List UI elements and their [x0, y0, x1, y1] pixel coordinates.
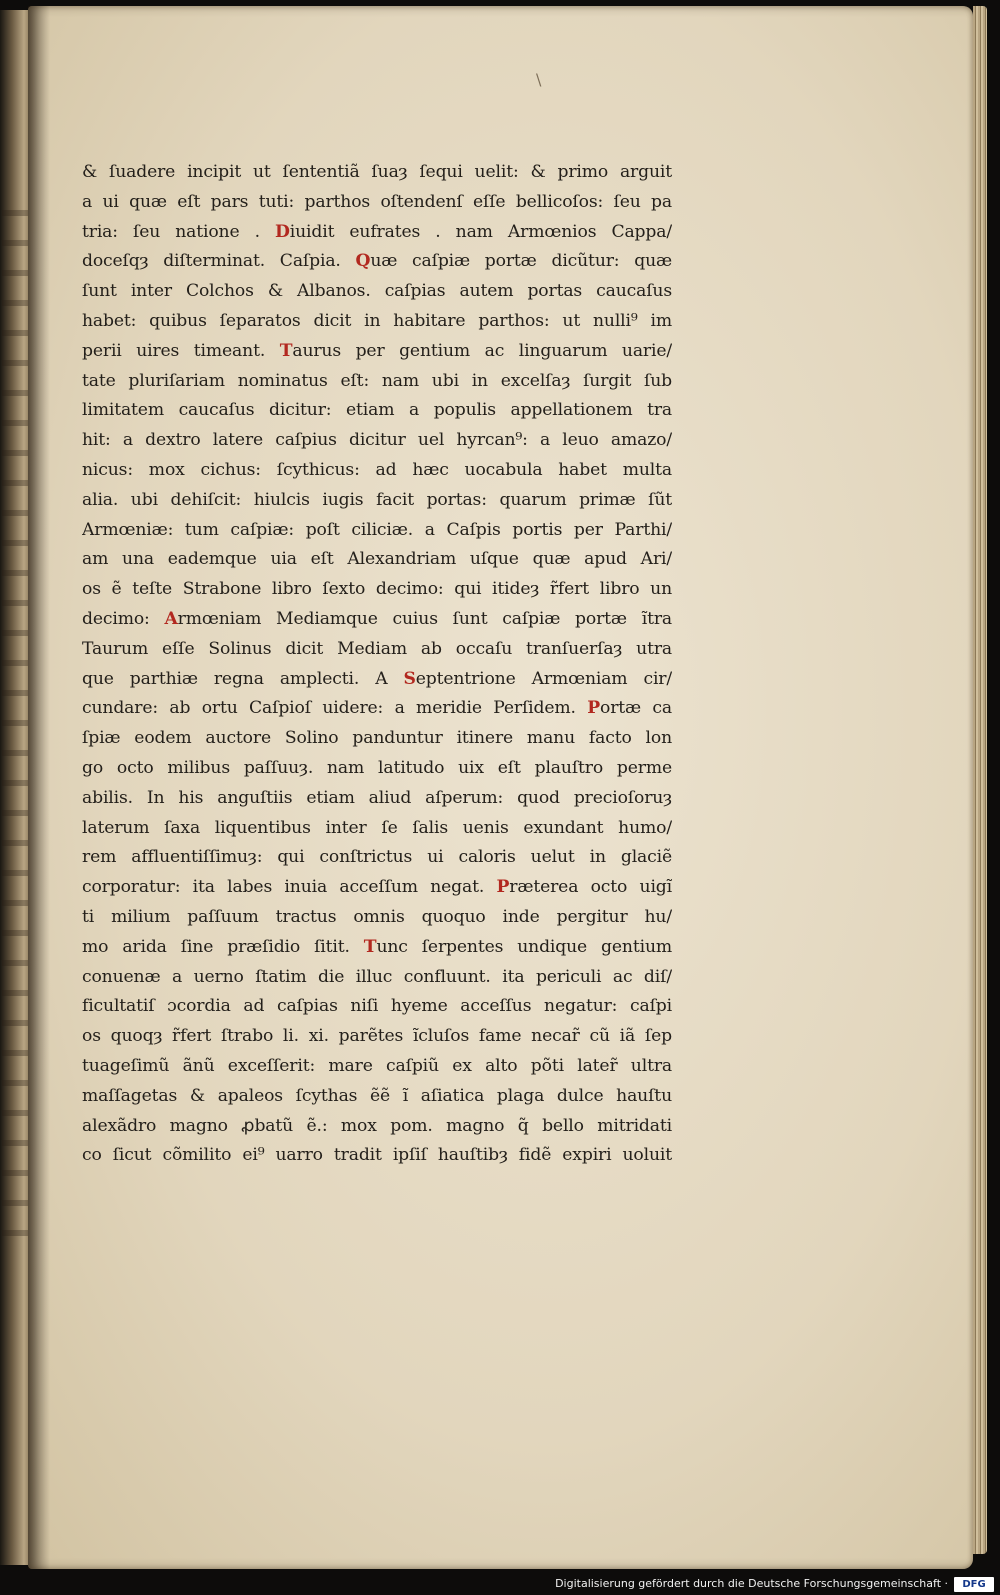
facing-page-edge — [0, 10, 30, 1565]
text-line: cundare: ab ortu Caſpioſ uidere: a meridie Perſidem. Portæ ca — [82, 698, 672, 719]
text-line: ſunt inter Colchos & Albanos. caſpias autem portas caucaſus — [82, 281, 672, 302]
text-line: nicus: mox cichus: ſcythicus: ad hæc uocabula habet multa — [82, 459, 672, 480]
text-line: a ui quæ eſt pars tuti: parthos oſtendenſ eſſe belliсoſos: ſeu pa — [82, 191, 672, 212]
text-line: alexãdro magno ꝓbatũ ẽ.: mox pom. magno q̃ bello mitridati — [82, 1115, 672, 1136]
text-line: perii uires timeant. Taurus per gentium ac linguarum uarie/ — [82, 340, 672, 361]
text-line: decimo: Armœniam Mediamque cuius ſunt caſpiæ portæ ĩtra — [82, 608, 672, 629]
text-line: ti milium paſſuum tractus omnis quoquo inde pergitur hu/ — [82, 906, 672, 927]
text-line: maſſagetas & apaleos ſcythas ẽẽ ĩ aſiatica plaga dulce hauſtu — [82, 1085, 672, 1106]
text-line: doceſqȝ diſterminat. Caſpia. Quæ caſpiæ portæ dicũtur: quæ — [82, 251, 672, 272]
text-line: ficultatiſ ɔcordia ad caſpias niſi hyeme acceſſus negatur: caſpi — [82, 996, 672, 1017]
rubricated-initial: P — [496, 877, 510, 898]
dfg-logo-icon: DFG — [954, 1577, 994, 1592]
page-stack-edge — [973, 6, 987, 1554]
facing-page-text-ghost — [2, 210, 28, 1260]
rubricated-initial: T — [363, 936, 377, 957]
rubricated-initial: Q — [355, 251, 371, 272]
text-line: & ſuadere incipit ut ſententiã ſuaȝ ſequi uelit: & primo arguit — [82, 162, 672, 182]
text-line: tuageſimũ ãnũ exceſſerit: mare caſpiũ ex alto põti later̃ ultra — [82, 1055, 672, 1076]
text-line: limitatem caucaſus dicitur: etiam a populis appellationem tra — [82, 400, 672, 421]
text-line: Armœniæ: tum caſpiæ: poſt ciliciæ. a Caſpis portis per Parthi/ — [82, 519, 672, 540]
text-line: ſpiæ eodem auctore Solino panduntur itinere manu facto lon — [82, 728, 672, 749]
text-line: hit: a dextro latere caſpius dicitur uel hyrcan⁹: a leuo amazo/ — [82, 430, 672, 451]
rubricated-initial: A — [164, 608, 178, 629]
rubricated-initial: P — [587, 698, 601, 719]
text-line: tate pluriſariam nominatus eſt: nam ubi in excelſaȝ ſurgit ſub — [82, 370, 672, 391]
text-line: tria: ſeu natione . Diuidit eufrates . nam Armœnios Cappa/ — [82, 221, 672, 242]
funding-credit: Digitalisierung gefördert durch die Deutsche Forschungsgemeinschaft · — [555, 1577, 948, 1590]
printed-text-block — [82, 158, 672, 1171]
text-line: mo arida ſine præſidio ſitit. Tunc ſerpentes undique gentium — [82, 936, 672, 957]
rubricated-initial: D — [274, 221, 290, 242]
digitization-footer — [0, 1576, 1000, 1595]
text-line: Taurum eſſe Solinus dicit Mediam ab occaſu tranſuerſaȝ utra — [82, 638, 672, 659]
rubricated-initial: T — [279, 340, 293, 361]
text-line: laterum ſaxa liquentibus inter ſe ſalis uenis exundant humo/ — [82, 817, 672, 838]
text-line: rem affluentiſſimuȝ: qui conſtrictus ui caloris uelut in glaciẽ — [82, 847, 672, 868]
text-line: go octo milibus paſſuuȝ. nam latitudo uix eſt plauſtro perme — [82, 757, 672, 778]
text-line: que parthiæ regna amplecti. A Septentrione Armœniam cir/ — [82, 668, 672, 689]
text-line: alia. ubi dehiſcit: hiulcis iugis facit portas: quarum primæ ſũt — [82, 489, 672, 510]
text-line: abilis. In his anguſtiis etiam aliud aſperum: quod precioſoruȝ — [82, 787, 672, 808]
text-line: os quoqȝ r̃fert ſtrabo li. xi. parẽtes ĩcluſos fame necar̃ cũ iã ſep — [82, 1026, 672, 1047]
folio-mark: \ — [536, 70, 542, 89]
text-line: co ſicut cõmilito ei⁹ uarro tradit ipſiſ hauſtibȝ fidẽ expiri uoluit — [82, 1145, 672, 1166]
text-line: os ẽ teſte Strabone libro ſexto decimo: qui itideȝ r̃fert libro un — [82, 579, 672, 600]
spine-shadow — [28, 6, 50, 1569]
rubricated-initial: S — [403, 668, 416, 689]
text-line: am una eademque uia eſt Alexandriam uſque quæ apud Ari/ — [82, 549, 672, 570]
text-line: habet: quibus ſeparatos dicit in habitare parthos: ut nulli⁹ im — [82, 310, 672, 331]
text-line: corporatur: ita labes inuia acceſſum negat. Præterea octo uigĩ — [82, 877, 672, 898]
text-line: conuenæ a uerno ſtatim die illuc confluunt. ita periculi ac diſ/ — [82, 966, 672, 987]
